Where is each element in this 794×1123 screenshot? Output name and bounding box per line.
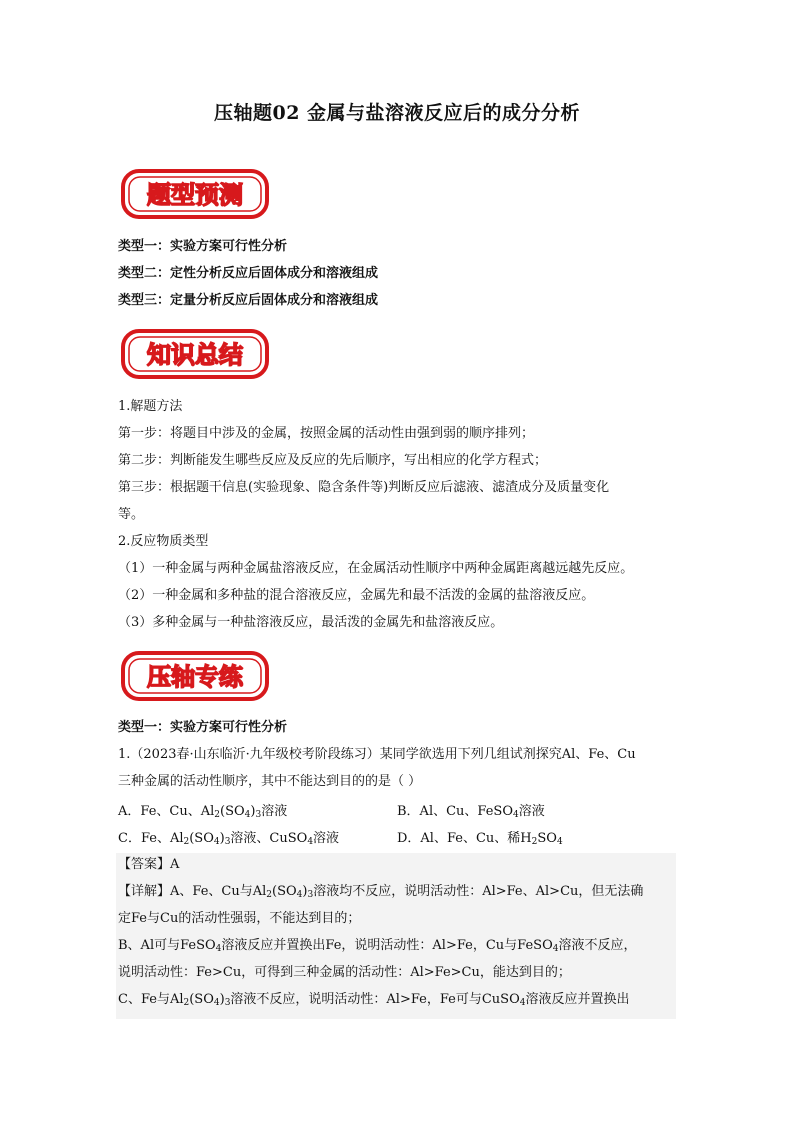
badge-summary-frame: [120, 328, 270, 380]
question-line-1: 1.（2023春·山东临沂·九年级校考阶段练习）某同学欲选用下列几组试剂探究Al、Fe、Cu: [118, 747, 636, 762]
reaction-item-3: （3）多种金属与一种盐溶液反应，最活泼的金属先和盐溶液反应。: [118, 615, 504, 630]
method-step-3: 第三步：根据题干信息(实验现象、隐含条件等)判断反应后滤液、滤渣成分及质量变化: [118, 480, 610, 495]
badge-practice: [120, 650, 270, 700]
question-line-2: 三种金属的活动性顺序，其中不能达到目的的是（ ）: [118, 774, 422, 789]
detail-line-5: C、Fe与$Al_2(SO_4)_3$溶液不反应，说明活动性：Al>Fe，Fe可与CuSO$_4$溶液反应并置换出: [118, 992, 630, 1008]
answer-line: 【答案】A: [118, 857, 180, 872]
reaction-item-1: （1）一种金属与两种金属盐溶液反应，在金属活动性顺序中两种金属距离越远越先反应。: [118, 561, 634, 576]
reaction-item-2: （2）一种金属和多种盐的混合溶液反应，金属先和最不活泼的金属的盐溶液反应。: [118, 588, 595, 603]
reaction-heading: 2.反应物质类型: [118, 534, 209, 549]
option-d: D．Al、Fe、Cu、稀$H_2SO_4$: [397, 831, 563, 847]
badge-predict-label: 题型预测: [147, 181, 243, 209]
detail-line-1: 【详解】A、Fe、Cu与$Al_2(SO_4)_3$溶液均不反应，说明活动性：Al>Fe、Al>Cu，但无法确: [118, 884, 644, 900]
badge-summary: [120, 328, 270, 378]
badge-practice-label: 压轴专练: [147, 663, 243, 691]
option-a: A．Fe、Cu、$Al_2(SO_4)_3$溶液: [118, 804, 288, 820]
method-heading: 1.解题方法: [118, 399, 183, 414]
badge-practice-frame: [120, 650, 270, 702]
practice-type-heading: 类型一：实验方案可行性分析: [118, 720, 288, 735]
badge-summary-label: 知识总结: [147, 341, 243, 369]
page-title: 压轴题02 金属与盐溶液反应后的成分分析: [213, 102, 581, 124]
option-b: B．Al、Cu、FeSO$_4$溶液: [397, 804, 545, 820]
method-step-2: 第二步：判断能发生哪些反应及反应的先后顺序，写出相应的化学方程式；: [118, 453, 548, 468]
type-item-1: 类型一：实验方案可行性分析: [118, 239, 288, 254]
method-step-3-cont: 等。: [118, 507, 145, 522]
badge-predict: [120, 168, 270, 218]
badge-predict-frame: [120, 168, 270, 220]
type-item-3: 类型三：定量分析反应后固体成分和溶液组成: [118, 293, 379, 308]
type-item-2: 类型二：定性分析反应后固体成分和溶液组成: [118, 266, 379, 281]
detail-line-2: 定Fe与Cu的活动性强弱，不能达到目的；: [118, 911, 361, 926]
detail-line-3: B、Al可与FeSO$_4$溶液反应并置换出Fe，说明活动性：Al>Fe，Cu与FeSO$_4$溶液不反应，: [118, 938, 637, 954]
detail-line-4: 说明活动性：Fe>Cu，可得到三种金属的活动性：Al>Fe>Cu，能达到目的；: [118, 965, 571, 980]
method-step-1: 第一步：将题目中涉及的金属，按照金属的活动性由强到弱的顺序排列；: [118, 426, 535, 441]
option-c: C．Fe、$Al_2(SO_4)_3$溶液、CuSO$_4$溶液: [118, 831, 340, 847]
